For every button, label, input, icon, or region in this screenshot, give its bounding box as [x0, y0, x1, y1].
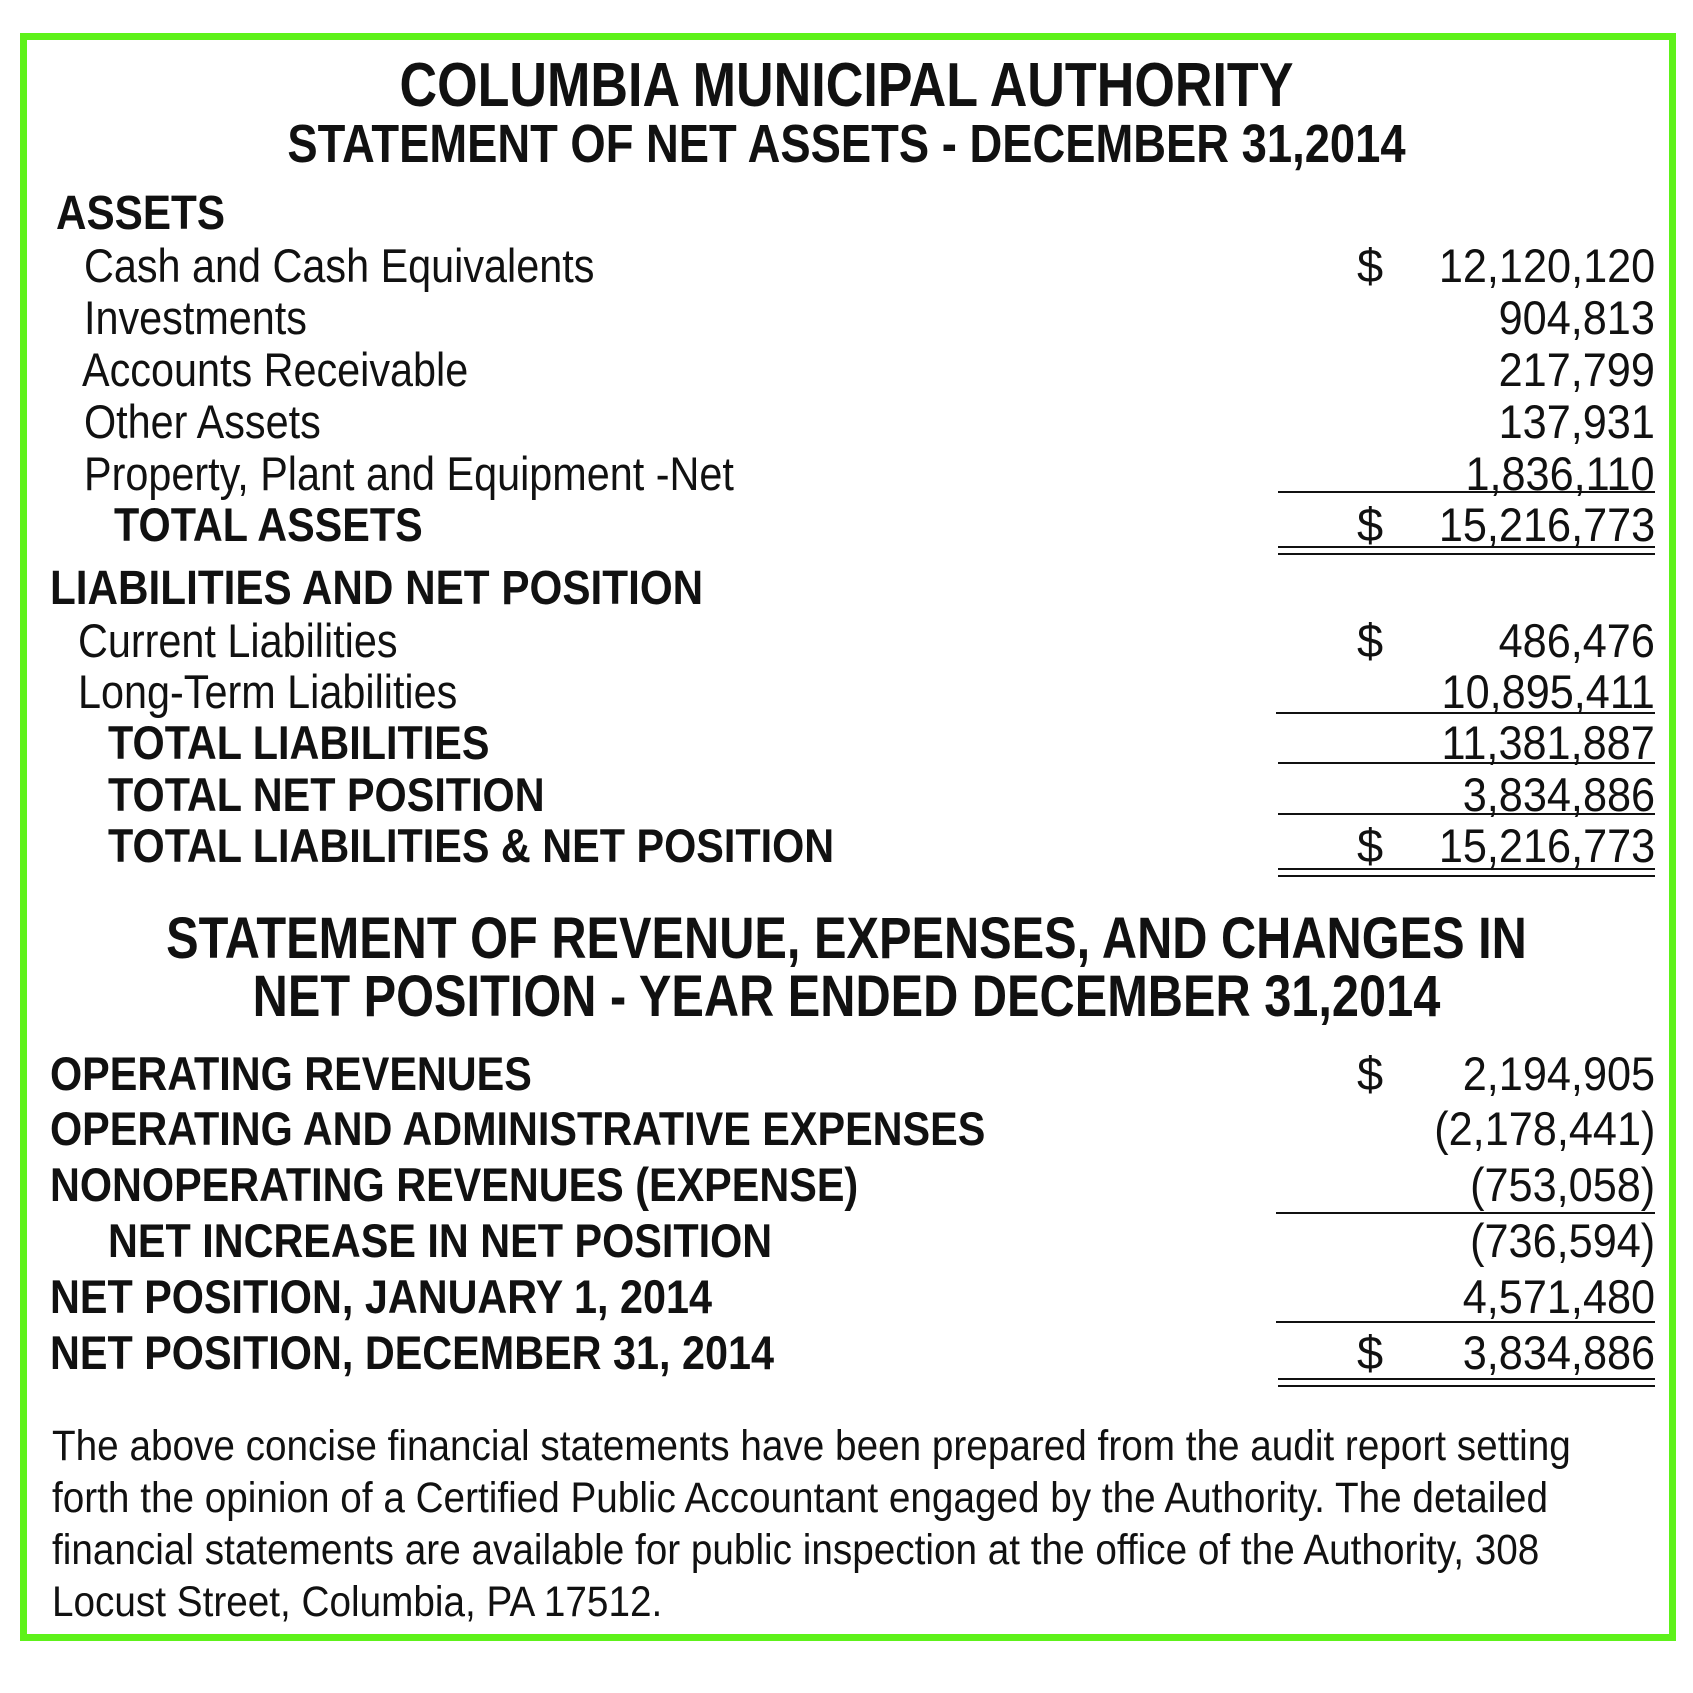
footnote-line: Locust Street, Columbia, PA 17512. — [52, 1578, 663, 1626]
currency-symbol: $ — [1357, 1047, 1384, 1100]
row-label: OPERATING REVENUES — [50, 1047, 532, 1100]
table-row — [0, 666, 1693, 718]
table-row — [0, 396, 1693, 448]
footnote — [52, 1420, 1571, 1628]
total-double-rule — [1278, 1378, 1655, 1387]
currency-symbol: $ — [1357, 819, 1384, 872]
row-label: Property, Plant and Equipment -Net — [84, 447, 734, 500]
table-row — [0, 240, 1693, 292]
row-amount: 217,799 — [1498, 343, 1655, 396]
assets-heading-row — [0, 188, 1693, 240]
row-amount: (736,594) — [1469, 1214, 1655, 1267]
row-amount: 10,895,411 — [1441, 665, 1655, 718]
table-row — [0, 1159, 1693, 1211]
row-amount: 2,194,905 — [1462, 1047, 1655, 1100]
row-label: NONOPERATING REVENUES (EXPENSE) — [50, 1158, 859, 1211]
table-row — [0, 344, 1693, 396]
row-amount: 4,571,480 — [1462, 1270, 1655, 1323]
row-amount: 486,476 — [1498, 614, 1655, 667]
footnote-line: forth the opinion of a Certified Public Accountant engaged by the Authority. The detailed — [52, 1474, 1548, 1522]
currency-symbol: $ — [1357, 1326, 1384, 1379]
total-liabilities-amount: 11,381,887 — [1441, 716, 1655, 769]
subtotal-rule — [1278, 491, 1655, 493]
currency-symbol: $ — [1357, 614, 1384, 667]
total-liabilities-net-amount: 15,216,773 — [1438, 819, 1655, 872]
row-amount: 137,931 — [1498, 395, 1655, 448]
statement-revenue-title-line1: STATEMENT OF REVENUE, EXPENSES, AND CHANGES IN — [166, 906, 1527, 971]
row-amount: 1,836,110 — [1465, 447, 1655, 500]
total-liabilities-label: TOTAL LIABILITIES — [108, 716, 490, 769]
footnote-line: The above concise financial statements have been prepared from the audit report setting — [52, 1422, 1571, 1470]
table-row — [0, 1048, 1693, 1100]
row-label: NET POSITION, JANUARY 1, 2014 — [50, 1270, 712, 1323]
total-net-position-amount: 3,834,886 — [1462, 768, 1655, 821]
total-net-position-label: TOTAL NET POSITION — [108, 768, 545, 821]
row-label: Investments — [84, 291, 307, 344]
subtotal-rule — [1278, 813, 1655, 815]
footnote-line: financial statements are available for public inspection at the office of the Authority, 308 — [52, 1526, 1540, 1574]
currency-symbol: $ — [1357, 239, 1384, 292]
row-amount: 3,834,886 — [1462, 1326, 1655, 1379]
total-assets-label: TOTAL ASSETS — [114, 498, 423, 551]
row-label: OPERATING AND ADMINISTRATIVE EXPENSES — [50, 1102, 986, 1155]
total-double-rule — [1278, 868, 1655, 877]
table-row — [0, 1103, 1693, 1155]
assets-heading: ASSETS — [56, 187, 226, 240]
liabilities-heading: LIABILITIES AND NET POSITION — [50, 562, 704, 615]
currency-symbol: $ — [1357, 498, 1384, 551]
total-assets-row — [0, 499, 1693, 551]
row-label: Accounts Receivable — [82, 343, 469, 396]
liabilities-heading-row — [0, 563, 1693, 615]
statement-revenue-title-line2: NET POSITION - YEAR ENDED DECEMBER 31,2014 — [252, 964, 1441, 1029]
subtotal-rule — [1278, 762, 1655, 764]
table-row — [0, 1215, 1693, 1267]
table-row — [0, 1271, 1693, 1323]
total-liabilities-net-row — [0, 820, 1693, 872]
row-label: Cash and Cash Equivalents — [84, 239, 595, 292]
row-label: Current Liabilities — [78, 614, 398, 667]
row-label: Other Assets — [84, 395, 321, 448]
statement-net-assets-title: STATEMENT OF NET ASSETS - DECEMBER 31,2014 — [287, 114, 1406, 174]
row-amount: (753,058) — [1469, 1158, 1655, 1211]
total-liabilities-net-label: TOTAL LIABILITIES & NET POSITION — [108, 819, 835, 872]
table-row — [0, 1327, 1693, 1379]
row-label: NET POSITION, DECEMBER 31, 2014 — [50, 1326, 775, 1379]
table-row — [0, 615, 1693, 667]
subtotal-rule — [1276, 1321, 1655, 1323]
row-amount: 904,813 — [1498, 291, 1655, 344]
row-amount: (2,178,441) — [1433, 1102, 1655, 1155]
table-row — [0, 292, 1693, 344]
total-double-rule — [1278, 546, 1655, 555]
subtotal-rule — [1276, 712, 1655, 714]
row-amount: 12,120,120 — [1438, 239, 1655, 292]
total-assets-amount: 15,216,773 — [1438, 498, 1655, 551]
row-label: Long-Term Liabilities — [78, 665, 458, 718]
org-title: COLUMBIA MUNICIPAL AUTHORITY — [399, 51, 1294, 120]
row-label: NET INCREASE IN NET POSITION — [108, 1214, 773, 1267]
